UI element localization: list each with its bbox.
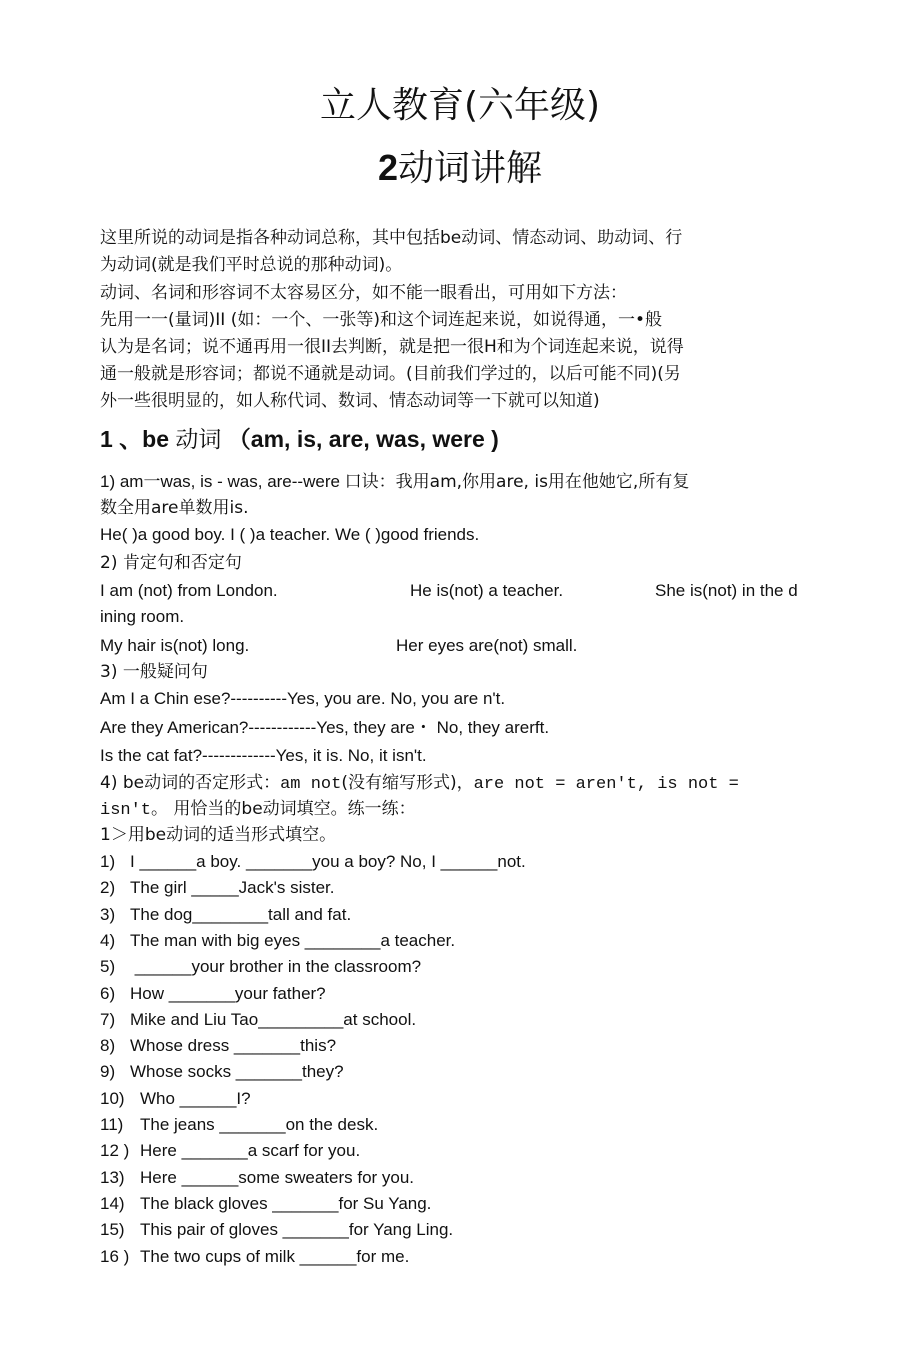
exercise-number: 7) <box>100 1010 116 1029</box>
negative-form-line <box>100 771 739 797</box>
exercise-text: The girl _____Jack's sister. <box>130 878 335 897</box>
exercise-number: 16 ) <box>100 1247 130 1266</box>
exercise-number: 11) <box>100 1115 124 1134</box>
exercise-item <box>100 850 526 874</box>
exercise-text: Mike and Liu Tao_________at school. <box>130 1010 417 1029</box>
exercise-item <box>100 929 455 953</box>
practice-title: 1＞用be动词的适当形式填空。 <box>100 825 337 845</box>
rule-line <box>100 470 689 494</box>
exercise-text: Whose socks _______they? <box>130 1062 344 1081</box>
exercise-number: 5) <box>100 957 116 976</box>
subtitle-number: 2 <box>377 147 398 188</box>
page-subtitle <box>0 144 920 193</box>
negative-note: (没有缩写形式)， <box>341 773 474 793</box>
exercise-item <box>100 1060 344 1084</box>
rule-line: 数全用are单数用is. <box>100 498 249 518</box>
exercise-item <box>100 1192 431 1216</box>
negative-form-label: 4) be动词的否定形式： <box>100 773 281 793</box>
subheading: 2) 肯定句和否定句 <box>100 553 242 573</box>
exercise-number: 10) <box>100 1089 125 1108</box>
exercise-number: 4) <box>100 931 116 950</box>
negative-am-not: am not <box>280 775 342 794</box>
exercise-text: How _______your father? <box>130 984 326 1003</box>
exercise-text: ______your brother in the classroom? <box>130 957 422 976</box>
example-sentence: I am (not) from London. <box>100 581 278 600</box>
exercise-item <box>100 876 335 900</box>
exercise-number: 3) <box>100 905 116 924</box>
intro-line: 认为是名词；说不通再用一很II去判断，就是把一很H和为个词连起来说，说得 <box>100 337 684 357</box>
example-sentence: Her eyes are(not) small. <box>396 636 578 655</box>
exercise-number: 12 ) <box>100 1141 130 1160</box>
example-sentence-wrap: ining room. <box>100 607 185 626</box>
question-line: Are they American?------------Yes, they are・ No, they arerft. <box>100 718 550 737</box>
exercise-item <box>100 955 421 979</box>
question-line: Is the cat fat?-------------Yes, it is. No, it isn't. <box>100 746 427 765</box>
example-sentence: He is(not) a teacher. <box>410 581 564 600</box>
subtitle-text: 动词讲解 <box>398 148 543 189</box>
exercise-text: The jeans _______on the desk. <box>140 1115 379 1134</box>
intro-line: 通一般就是形容词；都说不通就是动词。(目前我们学过的，以后可能不同)(另 <box>100 364 681 384</box>
subheading: 3) 一般疑问句 <box>100 662 208 682</box>
exercise-item <box>100 1008 416 1032</box>
rule-forms: 1) am一was, is - was, are--were <box>100 472 345 491</box>
example-line: He( )a good boy. I ( )a teacher. We ( )good friends. <box>100 525 480 544</box>
section-heading-rest: （am, is, are, was, were ) <box>221 426 499 452</box>
exercise-number: 13) <box>100 1168 125 1187</box>
exercise-item <box>100 1166 414 1190</box>
exercise-number: 1) <box>100 852 116 871</box>
intro-line: 这里所说的动词是指各种动词总称，其中包括be动词、情态动词、助动词、行 <box>100 228 683 248</box>
section-heading-cn: 动词 <box>175 427 222 453</box>
negative-form-line <box>100 797 416 823</box>
exercise-text: The black gloves _______for Su Yang. <box>140 1194 432 1213</box>
example-sentence: She is(not) in the d <box>655 581 798 600</box>
intro-line: 先用一一(量词)II (如：一个、一张等)和这个词连起来说，如说得通，一•般 <box>100 310 662 330</box>
exercise-number: 8) <box>100 1036 116 1055</box>
exercise-item <box>100 1034 336 1058</box>
exercise-number: 2) <box>100 878 116 897</box>
exercise-number: 6) <box>100 984 116 1003</box>
exercise-text: Here ______some sweaters for you. <box>140 1168 415 1187</box>
example-sentence: My hair is(not) long. <box>100 636 250 655</box>
exercise-text: I ______a boy. _______you a boy? No, I ______not. <box>130 852 526 871</box>
exercise-text: Who ______I? <box>140 1089 251 1108</box>
exercise-item <box>100 1218 453 1242</box>
section-heading <box>100 424 499 455</box>
negative-contractions: are not = aren't, is not = <box>473 775 739 794</box>
exercise-text: This pair of gloves _______for Yang Ling. <box>140 1220 454 1239</box>
exercise-item <box>100 982 326 1006</box>
negative-isnt: isn't <box>100 801 152 820</box>
exercise-number: 9) <box>100 1062 116 1081</box>
exercise-number: 14) <box>100 1194 125 1213</box>
question-line: Am I a Chin ese?----------Yes, you are. No, you are n't. <box>100 689 506 708</box>
exercise-item <box>100 1113 378 1137</box>
practice-intro: 。 用恰当的be动词填空。练一练： <box>151 799 416 819</box>
intro-line: 为动词(就是我们平时总说的那种动词)。 <box>100 255 403 275</box>
exercise-text: The dog________tall and fat. <box>130 905 352 924</box>
exercise-text: Whose dress _______this? <box>130 1036 337 1055</box>
section-heading-num: 1 、be <box>100 426 176 452</box>
intro-line: 外一些很明显的，如人称代词、数词、情态动词等一下就可以知道) <box>100 391 600 411</box>
intro-line: 动词、名词和形容词不太容易区分，如不能一眼看出，可用如下方法： <box>100 283 627 303</box>
rule-mnemonic: 口诀：我用am,你用are, is用在他她它,所有复 <box>344 472 690 492</box>
page-title: 立人教育(六年级) <box>319 85 601 126</box>
exercise-text: Here _______a scarf for you. <box>140 1141 361 1160</box>
exercise-item <box>100 903 351 927</box>
exercise-item <box>100 1087 251 1111</box>
exercise-item <box>100 1139 360 1163</box>
exercise-number: 15) <box>100 1220 125 1239</box>
exercise-text: The man with big eyes ________a teacher. <box>130 931 456 950</box>
exercise-item <box>100 1245 409 1269</box>
exercise-text: The two cups of milk ______for me. <box>140 1247 410 1266</box>
